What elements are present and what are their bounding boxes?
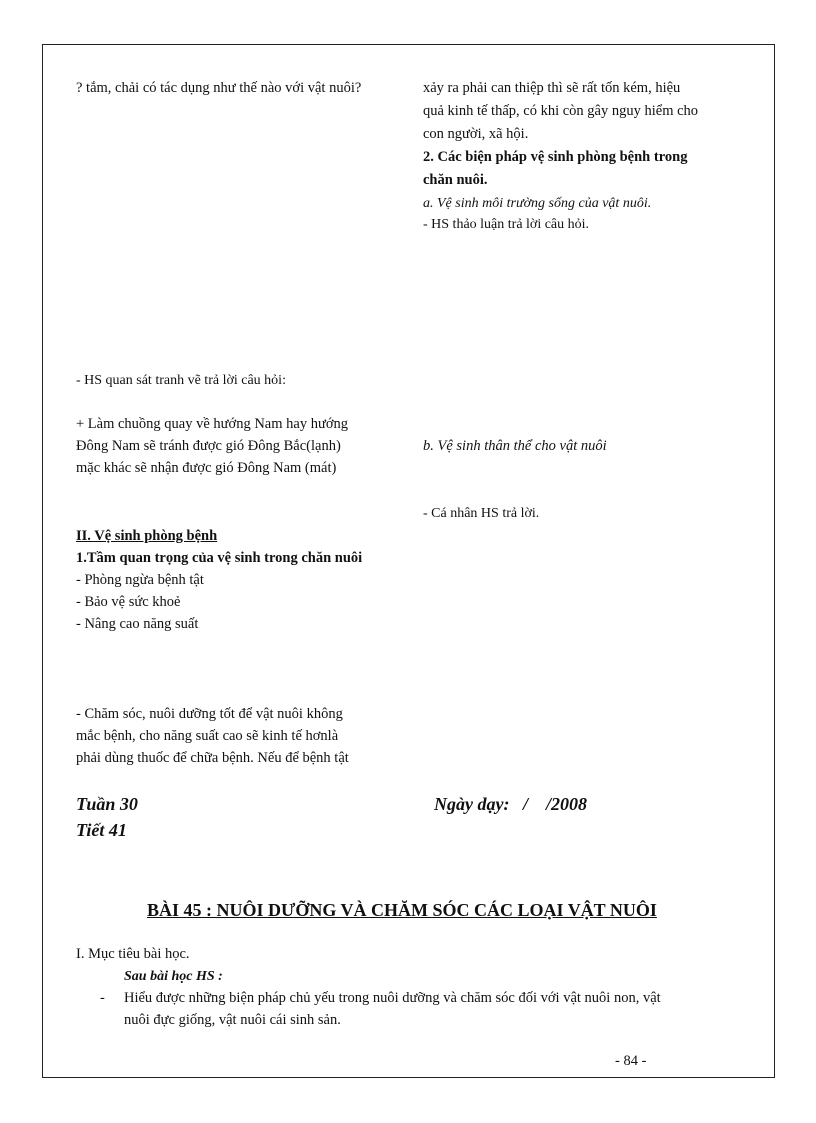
right-text-line-1: xảy ra phải can thiệp thì sẽ rất tốn kém, hiệu: [423, 80, 681, 96]
objective-line-1: Hiểu được những biện pháp chủ yếu trong nuôi dưỡng và chăm sóc đối với vật nuôi non, vật: [124, 990, 661, 1006]
week-label: Tuần 30: [76, 794, 138, 814]
heading-hygiene-measures-1: 2. Các biện pháp vệ sinh phòng bệnh trong: [423, 149, 688, 165]
teaching-date: Ngày dạy: / /2008: [434, 794, 587, 814]
sub-heading-body-hygiene: b. Vệ sinh thân thể cho vật nuôi: [423, 438, 607, 454]
page-number: - 84 -: [615, 1053, 647, 1069]
sub-heading-environment: a. Vệ sinh môi trường sống của vật nuôi.: [423, 196, 652, 211]
heading-hygiene-measures-2: chăn nuôi.: [423, 172, 488, 188]
list-item-3: - Nâng cao năng suất: [76, 616, 199, 632]
period-label: Tiết 41: [76, 820, 127, 840]
student-discussion-answer: - HS thảo luận trả lời câu hỏi.: [423, 217, 590, 232]
importance-heading: 1.Tầm quan trọng của vệ sinh trong chăn nuôi: [76, 550, 363, 566]
objectives-heading-text: I. Mục tiêu bài học.: [76, 946, 190, 962]
hs-observe-text: - HS quan sát tranh vẽ trả lời câu hỏi:: [76, 373, 286, 388]
objective-line-2: nuôi đực giống, vật nuôi cái sinh sản.: [124, 1012, 341, 1028]
section-ii-heading: II. Vệ sinh phòng bệnh: [76, 528, 218, 544]
lesson-title-text: BÀI 45 : NUÔI DƯỠNG VÀ CHĂM SÓC CÁC LOẠI VẬT NUÔI: [147, 900, 657, 920]
list-item-1: - Phòng ngừa bệnh tật: [76, 572, 204, 588]
barn-line-3: mặc khác sẽ nhận được gió Đông Nam (mát): [76, 460, 337, 476]
care-line-1: - Chăm sóc, nuôi dưỡng tốt để vật nuôi không: [76, 706, 343, 722]
lesson-title: [147, 898, 657, 922]
barn-line-2: Đông Nam sẽ tránh được gió Đông Bắc(lạnh): [76, 438, 341, 454]
individual-answer: - Cá nhân HS trả lời.: [423, 506, 540, 521]
after-lesson-label: Sau bài học HS :: [124, 969, 223, 984]
barn-line-1: + Làm chuồng quay về hướng Nam hay hướng: [76, 416, 348, 432]
care-line-2: mắc bệnh, cho năng suất cao sẽ kinh tế hơnlà: [76, 728, 339, 744]
objective-bullet: -: [100, 990, 105, 1006]
right-text-line-2: quả kinh tế thấp, có khi còn gây nguy hiểm cho: [423, 103, 699, 119]
right-text-line-3: con người, xã hội.: [423, 126, 529, 142]
question-bathing: ? tắm, chải có tác dụng như thế nào với vật nuôi?: [76, 80, 362, 96]
care-line-3: phải dùng thuốc để chữa bệnh. Nếu để bệnh tật: [76, 750, 349, 766]
list-item-2: - Bảo vệ sức khoẻ: [76, 594, 181, 610]
objectives-heading: [76, 944, 190, 965]
